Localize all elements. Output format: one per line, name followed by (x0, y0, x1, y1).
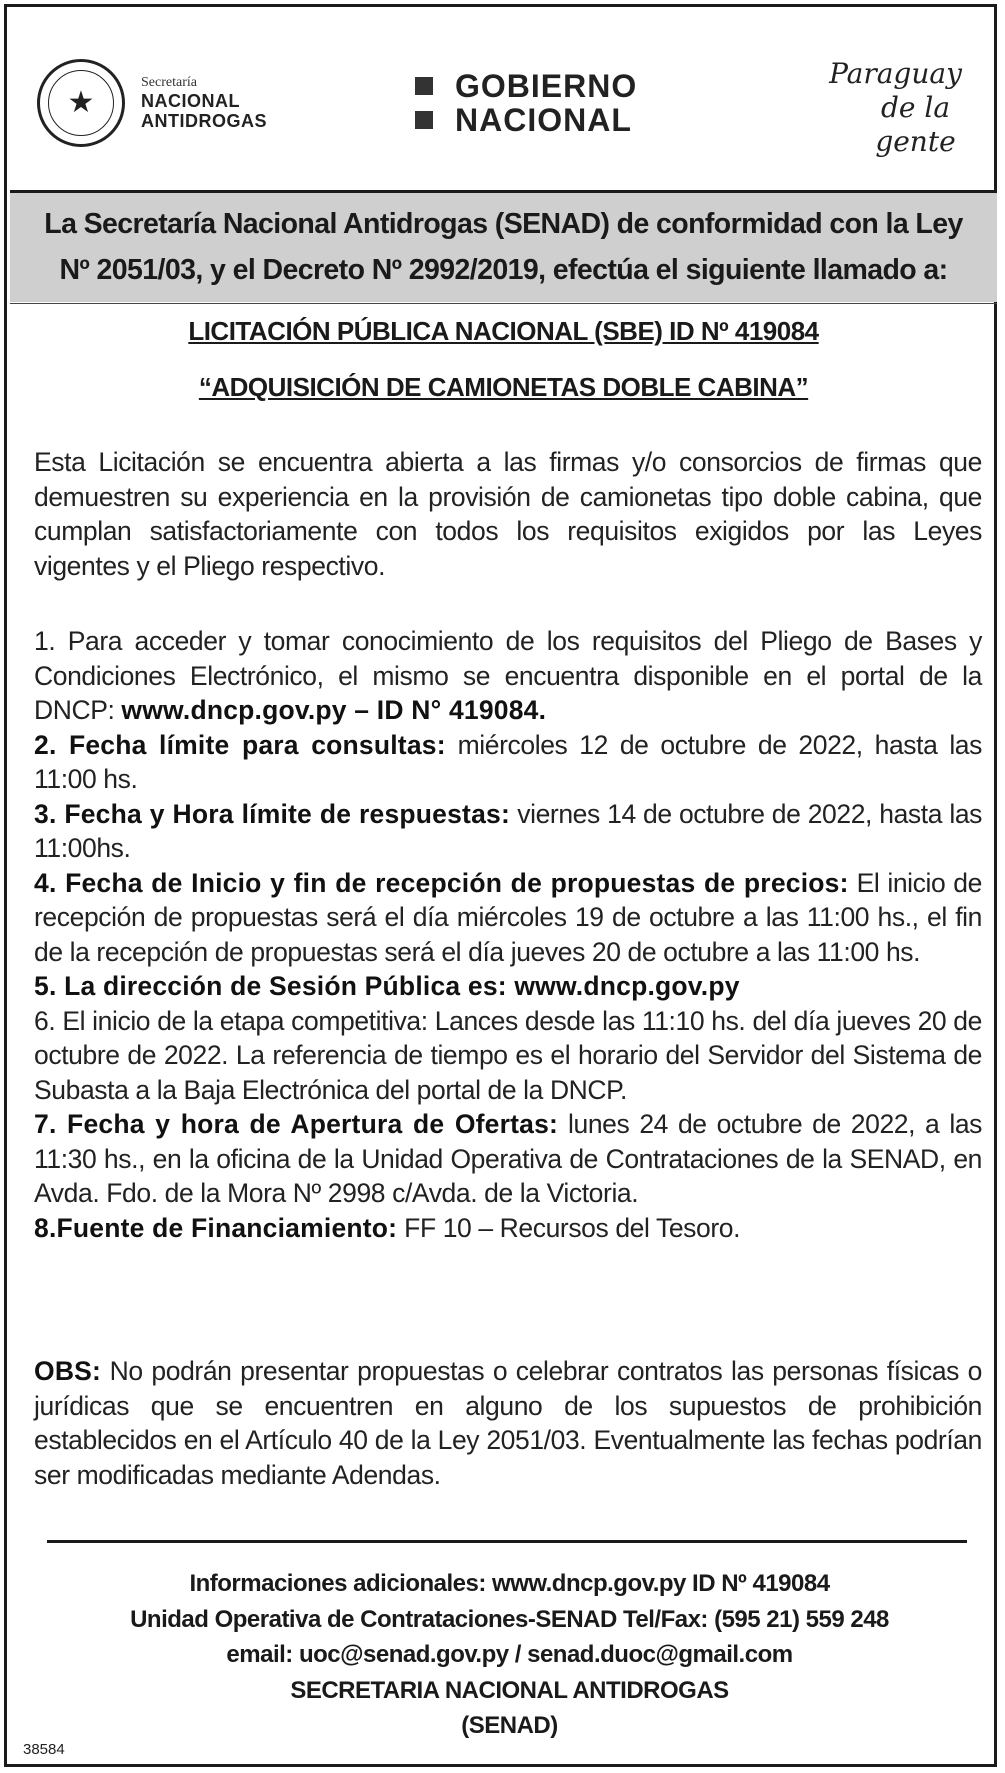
requirements-list (34, 624, 982, 1245)
gobierno-nacional-logo (415, 69, 637, 137)
observation-paragraph (34, 1354, 982, 1492)
footer-email-line: email: uoc@senad.gov.py / senad.duoc@gmail.com (226, 1641, 793, 1668)
obs-label: OBS: (34, 1356, 102, 1386)
footer-info-line: Informaciones adicionales: www.dncp.gov.py ID Nº 419084 (189, 1570, 830, 1597)
gobierno-logo-line2: NACIONAL (455, 102, 632, 138)
paraguay-logo-line1: Paraguay (829, 57, 962, 90)
senad-logo-line3: ANTIDROGAS (141, 111, 267, 131)
gobierno-logo-line1: GOBIERNO (455, 68, 638, 104)
square-icon (415, 77, 433, 95)
dncp-link[interactable]: www.dncp.gov.py – ID N° 419084. (121, 695, 547, 725)
list-item: 5. La dirección de Sesión Pública es: www.dncp.gov.py (34, 971, 740, 1001)
divider (47, 1540, 967, 1543)
tender-subject: “ADQUISICIÓN DE CAMIONETAS DOBLE CABINA” (198, 372, 809, 402)
senad-logo-line1: Secretaría (141, 75, 197, 90)
paraguay-logo-line2: de la gente (875, 91, 956, 158)
obs-text: No podrán presentar propuestas o celebrar contratos las personas físicas o jurídicas que se encuentren en alguno de los supuestos de prohibición establecidos en el Artículo 40 de la Ley 2051/03. Eventualmente las fechas podrían ser modificadas mediante Adendas. (34, 1356, 982, 1490)
paraguay-de-la-gente-logo (797, 57, 994, 159)
footer-organization: SECRETARIA NACIONAL ANTIDROGAS (290, 1676, 729, 1704)
reference-number: 38584 (23, 1741, 65, 1758)
notice-frame (4, 4, 997, 1767)
footer-acronym: (SENAD) (461, 1712, 558, 1739)
intro-paragraph (34, 445, 982, 583)
banner-line1: La Secretaría Nacional Antidrogas (SENAD) de conformidad con la Ley (44, 208, 963, 240)
tender-title: LICITACIÓN PÚBLICA NACIONAL (SBE) ID Nº 419084 (188, 316, 819, 346)
senad-logo-line2: NACIONAL (141, 91, 240, 111)
list-item: 4. Fecha de Inicio y fin de recepción de propuestas de precios: El inicio de recepción de propuestas será el día miércoles 19 de octubre a las 11:00 hs., el fin de la recepción de propuestas será el día jueves 20 de octubre a las 11:00 hs. (34, 867, 982, 967)
intro-text: Esta Licitación se encuentra abierta a las firmas y/o consorcios de firmas que demuestren su experiencia en la provisión de camionetas tipo doble cabina, que cumplan satisfactoriamente con todos los requisitos exigidos por las Leyes vigentes y el Pliego respectivo. (34, 447, 982, 581)
list-item: 7. Fecha y hora de Apertura de Ofertas: lunes 24 de octubre de 2022, a las 11:30 hs., en la oficina de la Unidad Operativa de Contrataciones de la SENAD, en Avda. Fdo. de la Mora Nº 2998 c/Avda. de la Victoria. (34, 1109, 983, 1208)
senad-logo (37, 59, 267, 147)
square-icon (415, 111, 433, 129)
list-item: 3. Fecha y Hora límite de respuestas: viernes 14 de octubre de 2022, hasta las 11:00hs. (34, 798, 983, 863)
list-item: 6. El inicio de la etapa competitiva: Lances desde las 11:10 hs. del día jueves 20 de octubre de 2022. La referencia de tiempo es el horario del Servidor del Sistema de Subasta a la Baja Electrónica del portal de la DNCP. (34, 1005, 982, 1105)
footer-phone-line: Unidad Operativa de Contrataciones-SENAD Tel/Fax: (595 21) 559 248 (130, 1605, 889, 1633)
national-seal-icon: ★ (37, 59, 125, 147)
divider (10, 303, 997, 304)
list-item: 2. Fecha límite para consultas: miércoles 12 de octubre de 2022, hasta las 11:00 hs. (34, 729, 982, 794)
header-banner (10, 190, 997, 302)
list-item: 8.Fuente de Financiamiento: FF 10 – Recursos del Tesoro. (34, 1212, 741, 1243)
banner-line2: Nº 2051/03, y el Decreto Nº 2992/2019, efectúa el siguiente llamado a: (59, 254, 948, 286)
list-item: 1. Para acceder y tomar conocimiento de los requisitos del Pliego de Bases y Condiciones Electrónico, el mismo se encuentra disponible en el portal de la DNCP: www.dncp.gov.py – ID N° 419084. (34, 626, 982, 725)
contact-footer (7, 1566, 1005, 1744)
